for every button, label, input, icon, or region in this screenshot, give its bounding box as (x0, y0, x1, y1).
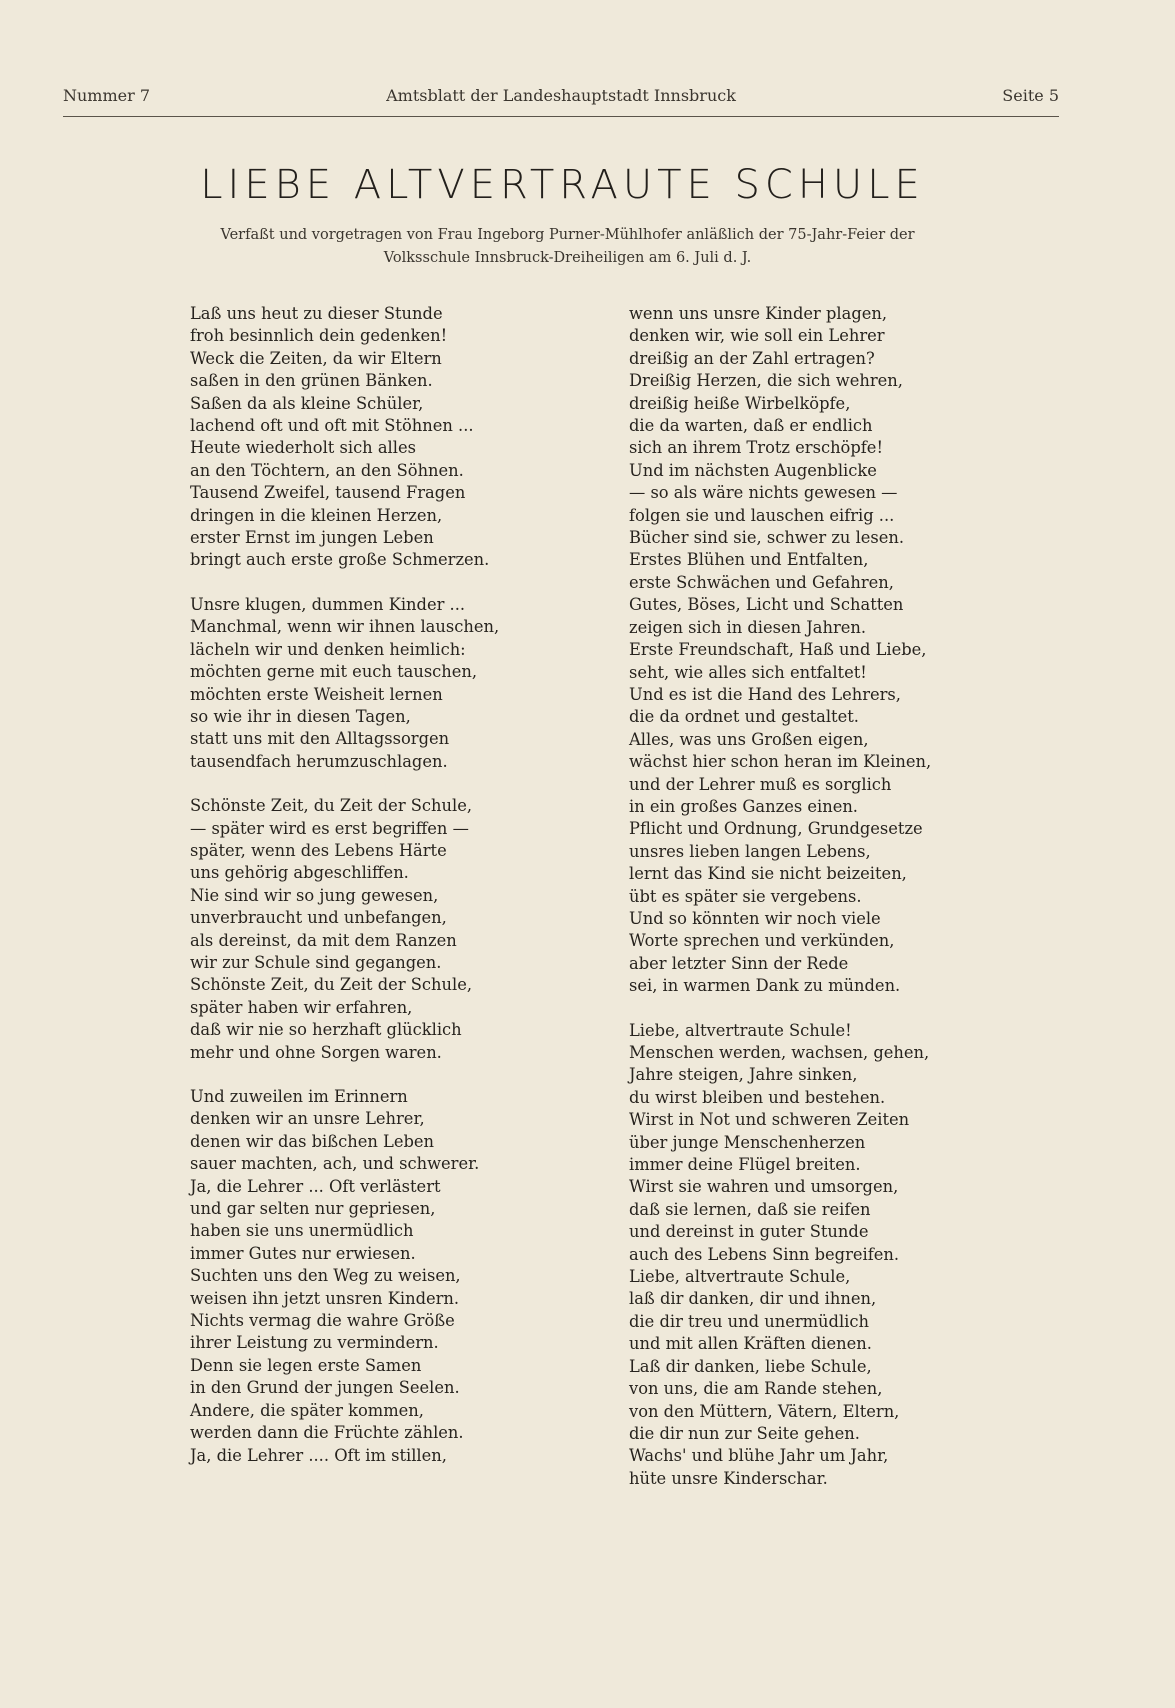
poem-line: lächeln wir und denken heimlich: (190, 639, 466, 659)
poem-line: später haben wir erfahren, (190, 997, 413, 1017)
poem-line: Schönste Zeit, du Zeit der Schule, (190, 796, 473, 816)
poem-line: wir zur Schule sind gegangen. (190, 952, 442, 972)
poem-line: — später wird es erst begriffen — (190, 818, 469, 838)
poem-line: werden dann die Früchte zählen. (190, 1423, 464, 1443)
subtitle-line-2: Volksschule Innsbruck-Dreiheiligen am 6. Juli d. J. (383, 250, 752, 266)
poem-line: Laß dir danken, liebe Schule, (629, 1356, 872, 1376)
poem-line: immer Gutes nur erwiesen. (190, 1243, 416, 1263)
poem-line: statt uns mit den Alltagssorgen (190, 729, 450, 749)
poem-line: denken wir, wie soll ein Lehrer (629, 326, 885, 346)
poem-line: dreißig an der Zahl ertragen? (629, 348, 875, 368)
poem-line: mehr und ohne Sorgen waren. (190, 1042, 442, 1062)
header-divider (63, 116, 1059, 117)
poem-line: Unsre klugen, dummen Kinder ... (190, 594, 466, 614)
poem-line: in den Grund der jungen Seelen. (190, 1378, 460, 1398)
poem-line: bringt auch erste große Schmerzen. (190, 550, 490, 570)
poem-line: in ein großes Ganzes einen. (629, 796, 858, 816)
poem-line: laß dir danken, dir und ihnen, (629, 1289, 877, 1309)
poem-title: LIEBE ALTVERTRAUTE SCHULE (200, 162, 925, 208)
poem-line: und gar selten nur gepriesen, (190, 1199, 436, 1219)
poem-line: Und es ist die Hand des Lehrers, (629, 684, 901, 704)
poem-line: Denn sie legen erste Samen (190, 1355, 422, 1375)
poem-line: unsres lieben langen Lebens, (629, 841, 871, 861)
poem-line: tausendfach herumzuschlagen. (190, 751, 448, 771)
poem-line: die da warten, daß er endlich (629, 416, 873, 436)
poem-line: Tausend Zweifel, tausend Fragen (190, 483, 466, 503)
publication-title: Amtsblatt der Landeshauptstadt Innsbruck (386, 86, 736, 105)
poem-line: unverbraucht und unbefangen, (190, 908, 447, 928)
poem-line: Gutes, Böses, Licht und Schatten (629, 595, 904, 615)
left-column (190, 303, 610, 1489)
issue-number: Nummer 7 (63, 86, 151, 105)
poem-line: Wachs' und blühe Jahr um Jahr, (629, 1446, 889, 1466)
poem-line: Dreißig Herzen, die sich wehren, (629, 371, 903, 391)
poem-line: Menschen werden, wachsen, gehen, (629, 1043, 930, 1062)
poem-line: Nichts vermag die wahre Größe (190, 1311, 455, 1331)
poem-line: — so als wäre nichts gewesen — (629, 483, 898, 503)
poem-line: möchten gerne mit euch tauschen, (190, 662, 478, 682)
left-stanza (190, 1086, 610, 1467)
poem-line: dringen in die kleinen Herzen, (190, 505, 443, 525)
page-number: Seite 5 (1002, 86, 1059, 105)
poem-line: dreißig heiße Wirbelköpfe, (629, 393, 851, 413)
poem-line: Suchten uns den Weg zu weisen, (190, 1266, 461, 1286)
poem-line: als dereinst, da mit dem Ranzen (190, 930, 457, 950)
poem-line: von den Müttern, Vätern, Eltern, (629, 1401, 900, 1421)
poem-line: folgen sie und lauschen eifrig ... (629, 505, 895, 525)
poem-line: Weck die Zeiten, da wir Eltern (190, 348, 442, 368)
poem-line: immer deine Flügel breiten. (629, 1155, 861, 1175)
poem-line: uns gehörig abgeschliffen. (190, 863, 409, 883)
poem-line: auch des Lebens Sinn begreifen. (629, 1244, 900, 1264)
poem-line: später, wenn des Lebens Härte (190, 840, 447, 860)
poem-line: weisen ihn jetzt unsren Kindern. (190, 1288, 460, 1308)
poem-line: Saßen da als kleine Schüler, (190, 393, 424, 413)
poem-line: lachend oft und oft mit Stöhnen ... (190, 416, 474, 436)
poem-line: von uns, die am Rande stehen, (629, 1379, 883, 1399)
poem-line: übt es später sie vergebens. (629, 886, 862, 906)
poem-line: die da ordnet und gestaltet. (629, 707, 859, 727)
poem-line: sauer machten, ach, und schwerer. (190, 1154, 480, 1174)
poem-line: seht, wie alles sich entfaltet! (629, 662, 867, 682)
poem-line: an den Töchtern, an den Söhnen. (190, 460, 464, 480)
poem-line: du wirst bleiben und bestehen. (629, 1087, 886, 1107)
poem-line: Wirst in Not und schweren Zeiten (629, 1110, 910, 1130)
poem-line: die dir treu und unermüdlich (629, 1311, 869, 1331)
poem-line: haben sie uns unermüdlich (190, 1221, 414, 1241)
left-stanza (190, 303, 610, 572)
right-stanza (629, 303, 1049, 998)
poem-line: erste Schwächen und Gefahren, (629, 572, 894, 592)
poem-line: Heute wiederholt sich alles (190, 438, 416, 458)
poem-line: Erste Freundschaft, Haß und Liebe, (629, 640, 927, 660)
poem-line: Ja, die Lehrer ... Oft verlästert (190, 1176, 441, 1196)
poem-line: saßen in den grünen Bänken. (190, 371, 433, 391)
poem-line: lernt das Kind sie nicht beizeiten, (629, 864, 907, 884)
poem-line: hüte unsre Kinderschar. (629, 1468, 828, 1488)
poem-line: Nie sind wir so jung gewesen, (190, 885, 439, 905)
poem-line: ihrer Leistung zu vermindern. (190, 1333, 439, 1353)
running-head (63, 86, 1059, 110)
right-column (629, 303, 1049, 1512)
poem-line: froh besinnlich dein gedenken! (190, 326, 448, 346)
poem-line: Manchmal, wenn wir ihnen lauschen, (190, 617, 500, 637)
poem-line: sich an ihrem Trotz erschöpfe! (629, 438, 883, 458)
poem-line: Jahre steigen, Jahre sinken, (629, 1065, 858, 1085)
poem-line: wenn uns unsre Kinder plagen, (629, 304, 888, 323)
poem-line: Und so könnten wir noch viele (629, 908, 881, 928)
poem-line: Und im nächsten Augenblicke (629, 460, 877, 480)
poem-line: und mit allen Kräften dienen. (629, 1334, 872, 1354)
poem-subtitle (140, 224, 995, 270)
poem-line: Liebe, altvertraute Schule! (629, 1020, 852, 1040)
poem-line: und der Lehrer muß es sorglich (629, 774, 892, 794)
poem-line: aber letzter Sinn der Rede (629, 953, 849, 973)
right-stanza (629, 1020, 1049, 1491)
poem-line: Ja, die Lehrer .... Oft im stillen, (190, 1445, 447, 1465)
poem-line: denen wir das bißchen Leben (190, 1131, 434, 1151)
poem-line: Schönste Zeit, du Zeit der Schule, (190, 975, 473, 995)
left-stanza (190, 795, 610, 1064)
poem-line: Worte sprechen und verkünden, (629, 931, 895, 951)
poem-line: daß wir nie so herzhaft glücklich (190, 1020, 462, 1040)
poem-line: Und zuweilen im Erinnern (190, 1087, 408, 1106)
poem-line: Alles, was uns Großen eigen, (629, 729, 869, 749)
poem-line: über junge Menschenherzen (629, 1132, 866, 1152)
poem-line: wächst hier schon heran im Kleinen, (629, 752, 932, 772)
poem-line: denken wir an unsre Lehrer, (190, 1109, 425, 1129)
poem-line: Pflicht und Ordnung, Grundgesetze (629, 819, 923, 839)
left-stanza (190, 594, 610, 773)
poem-line: Erstes Blühen und Entfalten, (629, 550, 869, 570)
poem-line: Wirst sie wahren und umsorgen, (629, 1177, 899, 1197)
poem-line: Bücher sind sie, schwer zu lesen. (629, 528, 905, 548)
poem-line: und dereinst in guter Stunde (629, 1222, 869, 1242)
poem-line: daß sie lernen, daß sie reifen (629, 1199, 871, 1219)
poem-line: so wie ihr in diesen Tagen, (190, 706, 411, 726)
poem-line: die dir nun zur Seite gehen. (629, 1423, 860, 1443)
poem-line: zeigen sich in diesen Jahren. (629, 617, 867, 637)
poem-line: möchten erste Weisheit lernen (190, 684, 443, 704)
poem-line: Laß uns heut zu dieser Stunde (190, 304, 443, 323)
subtitle-line-1: Verfaßt und vorgetragen von Frau Ingeborg Purner-Mühlhofer anläßlich der 75-Jahr-Feier der (220, 227, 915, 243)
poem-line: Andere, die später kommen, (190, 1400, 424, 1420)
poem-line: Liebe, altvertraute Schule, (629, 1267, 851, 1287)
poem-line: sei, in warmen Dank zu münden. (629, 976, 901, 996)
poem-line: erster Ernst im jungen Leben (190, 528, 434, 548)
